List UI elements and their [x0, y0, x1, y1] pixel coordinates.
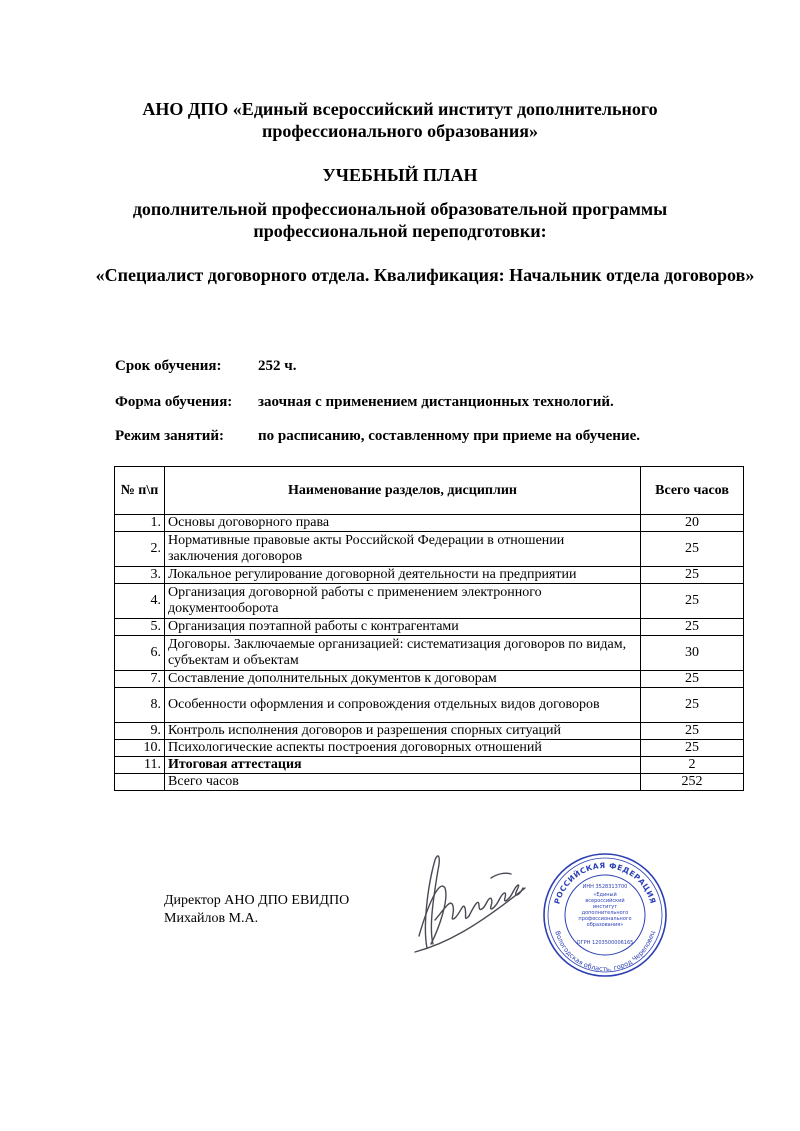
duration-value: 252 ч. — [258, 358, 297, 374]
director-position: Директор АНО ДПО ЕВИДПО — [164, 893, 350, 908]
row-num: 9. — [115, 723, 165, 740]
row-hours: 25 — [641, 532, 744, 567]
header-num: № п\п — [115, 467, 165, 515]
total-label: Всего часов — [165, 774, 641, 791]
seal-ogrn: ОГРН 1203500006165 — [576, 940, 634, 946]
row-name: Локальное регулирование договорной деятельности на предприятии — [165, 567, 641, 584]
row-name: Контроль исполнения договоров и разрешения спорных ситуаций — [165, 723, 641, 740]
organization-title: АНО ДПО «Единый всероссийский институт дополнительного профессионального образования» — [142, 99, 658, 141]
table-row — [115, 636, 744, 671]
row-num: 10. — [115, 740, 165, 757]
row-name: Составление дополнительных документов к договорам — [165, 671, 641, 688]
row-name: Организация поэтапной работы с контрагентами — [165, 619, 641, 636]
row-name: Итоговая аттестация — [165, 757, 641, 774]
row-name: Особенности оформления и сопровождения отдельных видов договоров — [165, 688, 641, 723]
row-hours: 25 — [641, 584, 744, 619]
handwritten-signature-icon — [405, 848, 535, 958]
row-name: Нормативные правовые акты Российской Федерации в отношении заключения договоров — [165, 532, 641, 567]
director-name: Михайлов М.А. — [164, 911, 259, 926]
row-num: 5. — [115, 619, 165, 636]
row-num: 3. — [115, 567, 165, 584]
row-hours: 30 — [641, 636, 744, 671]
row-hours: 25 — [641, 619, 744, 636]
form-label: Форма обучения: — [115, 394, 233, 410]
table-row — [115, 757, 744, 774]
table-row — [115, 567, 744, 584]
row-num: 4. — [115, 584, 165, 619]
row-name: Договоры. Заключаемые организацией: систематизация договоров по видам, субъектам и объектам — [165, 636, 641, 671]
curriculum-table — [114, 466, 744, 791]
duration-label: Срок обучения: — [115, 358, 222, 374]
row-name: Организация договорной работы с применением электронного документооборота — [165, 584, 641, 619]
schedule-label: Режим занятий: — [115, 428, 225, 444]
total-num — [115, 774, 165, 791]
row-hours: 25 — [641, 688, 744, 723]
row-name: Психологические аспекты построения договорных отношений — [165, 740, 641, 757]
table-row — [115, 740, 744, 757]
svg-text:Вологодская область, город Чер — [553, 929, 656, 973]
signature-block — [164, 892, 349, 928]
row-hours: 25 — [641, 740, 744, 757]
seal-outer-bottom: Вологодская область, город Череповец — [553, 929, 657, 974]
row-hours: 25 — [641, 723, 744, 740]
table-row — [115, 723, 744, 740]
table-header-row — [115, 467, 744, 515]
header-name: Наименование разделов, дисциплин — [165, 467, 641, 515]
seal-inn: ИНН 3528313700 — [582, 884, 628, 890]
table-row — [115, 619, 744, 636]
row-num: 11. — [115, 757, 165, 774]
table-row — [115, 515, 744, 532]
total-hours: 252 — [641, 774, 744, 791]
row-hours: 25 — [641, 567, 744, 584]
program-name: «Специалист договорного отдела. Квалификация: Начальник отдела договоров» — [95, 265, 755, 285]
table-row — [115, 688, 744, 723]
seal-outer-top: РОССИЙСКАЯ ФЕДЕРАЦИЯ — [552, 860, 658, 906]
row-num: 6. — [115, 636, 165, 671]
official-seal-icon — [540, 850, 670, 980]
seal-center-text: «Единый всероссийский институт дополнительного профессионального образования» — [578, 892, 632, 928]
row-name: Основы договорного права — [165, 515, 641, 532]
row-hours: 20 — [641, 515, 744, 532]
table-total-row — [115, 774, 744, 791]
header-hours: Всего часов — [641, 467, 744, 515]
table-row — [115, 532, 744, 567]
table-row — [115, 671, 744, 688]
schedule-value: по расписанию, составленному при приеме на обучение. — [258, 428, 640, 444]
row-num: 2. — [115, 532, 165, 567]
table-row — [115, 584, 744, 619]
row-num: 8. — [115, 688, 165, 723]
row-num: 7. — [115, 671, 165, 688]
program-type: дополнительной профессиональной образовательной программы профессиональной переподготовки: — [132, 199, 668, 241]
document-title: УЧЕБНЫЙ ПЛАН — [322, 165, 478, 185]
row-hours: 25 — [641, 671, 744, 688]
row-num: 1. — [115, 515, 165, 532]
form-value: заочная с применением дистанционных технологий. — [258, 394, 614, 410]
row-hours: 2 — [641, 757, 744, 774]
